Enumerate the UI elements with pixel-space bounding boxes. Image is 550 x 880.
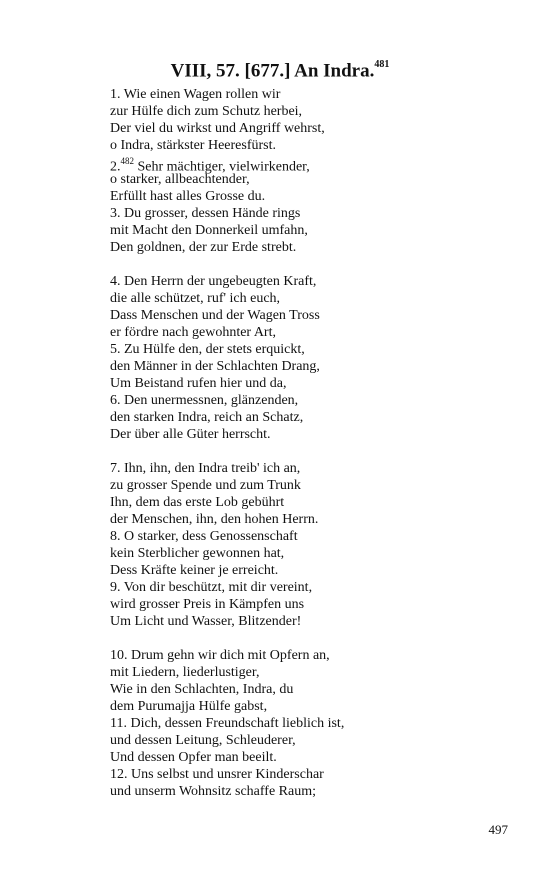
poem-line bbox=[110, 681, 510, 698]
poem-line bbox=[110, 137, 510, 154]
poem-line bbox=[110, 477, 510, 494]
poem-line-text: Der über alle Güter herrscht. bbox=[110, 427, 271, 442]
poem-line bbox=[110, 392, 510, 409]
poem-line-text: Wie in den Schlachten, Indra, du bbox=[110, 682, 294, 697]
poem-line bbox=[110, 239, 510, 256]
poem-line bbox=[110, 545, 510, 562]
title-footnote-marker: 481 bbox=[374, 59, 390, 70]
poem-line-text: Erfüllt hast alles Grosse du. bbox=[110, 189, 266, 204]
poem-line-text: Dess Kräfte keiner je erreicht. bbox=[110, 563, 279, 578]
poem-line bbox=[110, 749, 510, 766]
poem-line-text: der Menschen, ihn, den hohen Herrn. bbox=[110, 512, 319, 527]
poem-line bbox=[110, 409, 510, 426]
poem-line bbox=[110, 290, 510, 307]
poem-line-text: 5. Zu Hülfe den, der stets erquickt, bbox=[110, 342, 305, 357]
footnote-marker: 482 bbox=[120, 156, 134, 166]
poem-line bbox=[110, 511, 510, 528]
poem-line bbox=[110, 324, 510, 341]
poem-line-text: o Indra, stärkster Heeresfürst. bbox=[110, 138, 276, 153]
page-title-text: VIII, 57. [677.] An Indra. bbox=[170, 60, 375, 82]
poem-line bbox=[110, 715, 510, 732]
poem-line-text: 8. O starker, dess Genossenschaft bbox=[110, 529, 298, 544]
page-title bbox=[0, 55, 550, 83]
poem-line bbox=[110, 205, 510, 222]
poem-line bbox=[110, 664, 510, 681]
poem-line bbox=[110, 766, 510, 783]
poem-line-text: und dessen Leitung, Schleuderer, bbox=[110, 733, 296, 748]
poem-line bbox=[110, 647, 510, 664]
poem-line bbox=[110, 426, 510, 443]
poem-line-text: 4. Den Herrn der ungebeugten Kraft, bbox=[110, 274, 317, 289]
poem-line bbox=[110, 86, 510, 103]
poem-line-text: dem Purumajja Hülfe gabst, bbox=[110, 699, 268, 714]
poem-body bbox=[110, 86, 510, 800]
poem-line-text: 3. Du grosser, dessen Hände rings bbox=[110, 206, 301, 221]
poem-line-text: mit Liedern, liederlustiger, bbox=[110, 665, 260, 680]
poem-line bbox=[110, 698, 510, 715]
poem-line bbox=[110, 562, 510, 579]
poem-line-text: wird grosser Preis in Kämpfen uns bbox=[110, 597, 305, 612]
poem-line-text: 6. Den unermessnen, glänzenden, bbox=[110, 393, 299, 408]
poem-line-text: 12. Uns selbst und unsrer Kinderschar bbox=[110, 767, 324, 782]
poem-line bbox=[110, 460, 510, 477]
poem-line-text: Den goldnen, der zur Erde strebt. bbox=[110, 240, 297, 255]
poem-line-text: o starker, allbeachtender, bbox=[110, 172, 250, 187]
poem-line-text: 7. Ihn, ihn, den Indra treib' ich an, bbox=[110, 461, 301, 476]
poem-line bbox=[110, 273, 510, 290]
poem-line-text: 9. Von dir beschützt, mit dir vereint, bbox=[110, 580, 313, 595]
page-number: 497 bbox=[488, 822, 508, 837]
poem-line bbox=[110, 375, 510, 392]
poem-line-text: Um Beistand rufen hier und da, bbox=[110, 376, 287, 391]
poem-line bbox=[110, 120, 510, 137]
poem-line-text: kein Sterblicher gewonnen hat, bbox=[110, 546, 285, 561]
poem-line-text: Um Licht und Wasser, Blitzender! bbox=[110, 614, 302, 629]
poem-line-text: Und dessen Opfer man beeilt. bbox=[110, 750, 277, 765]
poem-line-text: er fördre nach gewohnter Art, bbox=[110, 325, 276, 340]
poem-line-text: mit Macht den Donnerkeil umfahn, bbox=[110, 223, 308, 238]
poem-line-text: 1. Wie einen Wagen rollen wir bbox=[110, 87, 281, 102]
poem-line-text: Der viel du wirkst und Angriff wehrst, bbox=[110, 121, 325, 136]
poem-line-text: den Männer in der Schlachten Drang, bbox=[110, 359, 320, 374]
poem-line bbox=[110, 358, 510, 375]
poem-line bbox=[110, 188, 510, 205]
poem-line bbox=[110, 528, 510, 545]
poem-line bbox=[110, 154, 510, 175]
poem-line bbox=[110, 579, 510, 596]
poem-line-text: die alle schützet, ruf' ich euch, bbox=[110, 291, 281, 306]
poem-line bbox=[110, 171, 510, 188]
poem-line bbox=[110, 222, 510, 239]
poem-line-text: den starken Indra, reich an Schatz, bbox=[110, 410, 304, 425]
poem-line bbox=[110, 307, 510, 324]
poem-line bbox=[110, 613, 510, 630]
poem-line bbox=[110, 596, 510, 613]
poem-line bbox=[110, 494, 510, 511]
poem-line bbox=[110, 783, 510, 800]
poem-line-text: zu grosser Spende und zum Trunk bbox=[110, 478, 301, 493]
verse-number: 2. bbox=[110, 159, 121, 175]
poem-line-text: und unserm Wohnsitz schaffe Raum; bbox=[110, 784, 316, 799]
poem-line-text: Ihn, dem das erste Lob gebührt bbox=[110, 495, 285, 510]
poem-line bbox=[110, 103, 510, 120]
poem-line-text: zur Hülfe dich zum Schutz herbei, bbox=[110, 104, 303, 119]
poem-line-text: Sehr mächtiger, vielwirkender, bbox=[134, 159, 310, 175]
poem-line-text: Dass Menschen und der Wagen Tross bbox=[110, 308, 320, 323]
poem-line-text: 11. Dich, dessen Freundschaft lieblich ist, bbox=[110, 716, 345, 731]
poem-line-text: 10. Drum gehn wir dich mit Opfern an, bbox=[110, 648, 330, 663]
poem-line bbox=[110, 732, 510, 749]
poem-line bbox=[110, 341, 510, 358]
